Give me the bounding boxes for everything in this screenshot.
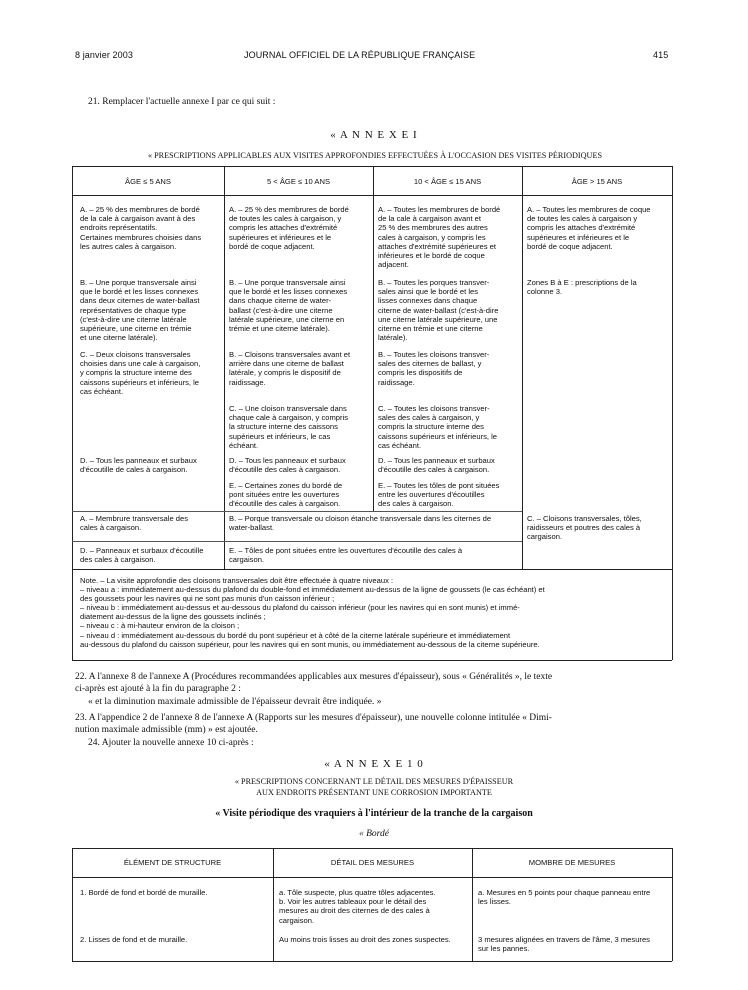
a10-row2-count: 3 mesures alignées en travers de l'âme, 3 mesures sur les pannes. [478, 935, 650, 954]
annex10-subheading: « Bordé [359, 829, 389, 839]
paragraph-21: 21. Remplacer l'actuelle annexe I par ce qui suit : [88, 97, 276, 107]
annex1-title: « A N N E X E I [330, 129, 418, 141]
a10-row2-detail: Au moins trois lisses au droit des zones suspectes. [279, 935, 451, 944]
paragraph-22-quote: « et la diminution maximale admissible de l'épaisseur devrait être indiquée. » [88, 697, 382, 707]
c2-item-e: D. – Tous les panneaux et surbaux d'écoutille des cales à cargaison. [229, 456, 346, 475]
c1-item-e: A. – Membrure transversale des cales à cargaison. [80, 514, 189, 533]
a10-header-count: MOMBRE DE MESURES [528, 858, 616, 867]
paragraph-22: 22. A l'annexe 8 de l'annexe A (Procédures recommandées applicables aux mesures d'épaisseur), sous « Généralités », le texte ci-après est ajouté à la fin du paragraphe 2 : [75, 672, 553, 694]
header-age-15: ÂGE > 15 ANS [571, 177, 623, 186]
journal-title: JOURNAL OFFICIEL DE LA RÉPUBLIQUE FRANÇAISE [244, 50, 476, 60]
c3-item-b: B. – Toutes les porques transver- sales ainsi que le bordé et les lisses connexes dans chaque citerne de water-ballast (c'est-à-dire une citerne latérale supérieure, une citerne en trémie et une citerne latérale). [378, 278, 499, 343]
a10-header-element: ÉLÉMENT DE STRUCTURE [123, 858, 222, 867]
span-item-b: B. – Porque transversale ou cloison étanche transversale dans les citernes de water-ballast. [229, 514, 492, 533]
c4-item-b: Zones B à E : prescriptions de la colonne 3. [527, 278, 637, 297]
c1-item-c: C. – Deux cloisons transversales choisies dans une cale à cargaison, y compris la structure interne des caissons supérieurs et inférieurs, le cas échéant. [80, 350, 201, 396]
c2-item-b: B. – Une porque transversale ainsi que le bordé et les lisses connexes dans chaque citerne de water- ballast (c'est-à-dire une citerne latérale supérieure, une citerne en trémie et une citerne latérale). [229, 278, 348, 334]
header-age-5: ÂGE ≤ 5 ANS [125, 177, 171, 186]
annex10-subtitle-1: « PRESCRIPTIONS CONCERNANT LE DÉTAIL DES MESURES D'ÉPAISSEUR [234, 777, 514, 786]
c1-item-a: A. – 25 % des membrures de bordé de la cale à cargaison avant à des endroits représentatifs. Certaines membrures choisies dans les autres cales à cargaison. [80, 205, 202, 251]
annex10-subtitle-2: AUX ENDROITS PRÉSENTANT UNE CORROSION IMPORTANTE [256, 788, 492, 797]
paragraph-23: 23. A l'appendice 2 de l'annexe 8 de l'annexe A (Rapports sur les mesures d'épaisseur), une nouvelle colonne intitulée « Dimi- nution maximale admissible (mm) » est ajoutée. [75, 713, 552, 735]
a10-row2-element: 2. Lisses de fond et de muraille. [80, 935, 188, 944]
c1-item-b: B. – Une porque transversale ainsi que le bordé et les lisses connexes dans deux citernes de water-ballast représentatives de chaque type (c'est-à-dire une citerne latérale supérieure, une citerne en trémie et une citerne latérale). [80, 278, 200, 343]
a10-row1-element: 1. Bordé de fond et bordé de muraille. [80, 888, 208, 897]
a10-row1-detail: a. Tôle suspecte, plus quatre tôles adjacentes. b. Voir les autres tableaux pour le détail des mesures au droit des citernes de des cales à cargaison. [279, 888, 436, 925]
page-number: 415 [653, 50, 669, 60]
header-age-10-15: 10 < ÂGE ≤ 15 ANS [413, 177, 482, 186]
c3-item-a: A. – Toutes les membrures de bordé de la cale à cargaison avant et 25 % des membrures des autres cales à cargaison, y compris les attaches d'extrémité supérieures et inférieures et le bordé de coque adjacent. [378, 205, 501, 270]
header-age-5-10: 5 < ÂGE ≤ 10 ANS [266, 177, 331, 186]
annex1-note: Note. – La visite approfondie des cloisons transversales doit être effectuée à quatre niveaux : – niveau a : immédiatement au-dessus du plafond du double-fond et immédiatement au-dessus de la ligne de goussets (le cas échéant) et des goussets pour les navires qui ne sont pas munis d'un caisson inférieur ; – niveau b : immédiatement au-dessus et au-dessous du plafond du caisson inférieur (pour les navires qui en sont munis) et immé- diatement au-dessus de la ligne des goussets inclinés ; – niveau c : à mi-hauteur environ de la cloison ; – niveau d : immédiatement au-dessous du bordé du pont supérieur et à côté de la citerne latérale supérieure et immédiatement au-dessous du plafond du caisson supérieur, pour les navires qui en sont munis, ou immédiatement au-dessous de la citerne supérieure. [80, 576, 545, 649]
c2-item-f: E. – Certaines zones du bordé de pont situées entre les ouvertures d'écoutille des cales à cargaison. [229, 481, 343, 509]
c2-item-c: B. – Cloisons transversales avant et arrière dans une citerne de ballast latérale, y compris le dispositif de raidissage. [229, 350, 351, 387]
c2-item-a: A. – 25 % des membrures de bordé de toutes les cales à cargaison, y compris les attaches d'extrémité supérieures et inférieures et le bordé de coque adjacent. [229, 205, 349, 251]
a10-row1-count: a. Mesures en 5 points pour chaque panneau entre les lisses. [478, 888, 651, 907]
annex10-heading: « Visite périodique des vraquiers à l'intérieur de la tranche de la cargaison [215, 808, 533, 819]
c3-item-e: D. – Tous les panneaux et surbaux d'écoutille des cales à cargaison. [378, 456, 495, 475]
c3-item-c: B. – Toutes les cloisons transver- sales des citernes de ballast, y compris les dispositifs de raidissage. [378, 350, 490, 387]
annex10-title: « A N N E X E 1 0 [324, 758, 424, 770]
c3-item-f: E. – Toutes les tôles de pont situées entre les ouvertures d'écoutilles des cales à cargaison. [378, 481, 500, 509]
c3-item-d: C. – Toutes les cloisons transver- sales des cales à cargaison, y compris la structure interne des caissons supérieurs et inférieurs, le cas échéant. [378, 404, 498, 450]
c1-item-d: D. – Tous les panneaux et surbaux d'écoutille de cales à cargaison. [80, 456, 197, 475]
c2-item-d: C. – Une cloison transversale dans chaque cale à cargaison, y compris la structure interne des caissons supérieurs et inférieurs, le cas échéant. [229, 404, 349, 450]
page-date: 8 janvier 2003 [75, 50, 133, 60]
paragraph-24: 24. Ajouter la nouvelle annexe 10 ci-après : [88, 738, 254, 748]
c4-item-c: C. – Cloisons transversales, tôles, raidisseurs et poutres des cales à cargaison. [527, 514, 642, 542]
span-item-e: E. – Tôles de pont situées entre les ouvertures d'écoutille des cales à cargaison. [229, 546, 463, 565]
annex1-subtitle: « PRESCRIPTIONS APPLICABLES AUX VISITES APPROFONDIES EFFECTUÉES À L'OCCASION DES VISITES PÉRIODIQUES [147, 151, 603, 160]
a10-header-detail: DÉTAIL DES MESURES [330, 858, 415, 867]
c4-item-a: A. – Toutes les membrures de coque de toutes les cales à cargaison y compris les attaches d'extrémité supérieures et inférieures et le bordé de coque adjacent. [527, 205, 651, 251]
c1-item-f: D. – Panneaux et surbaux d'écoutille des cales à cargaison. [80, 546, 204, 565]
